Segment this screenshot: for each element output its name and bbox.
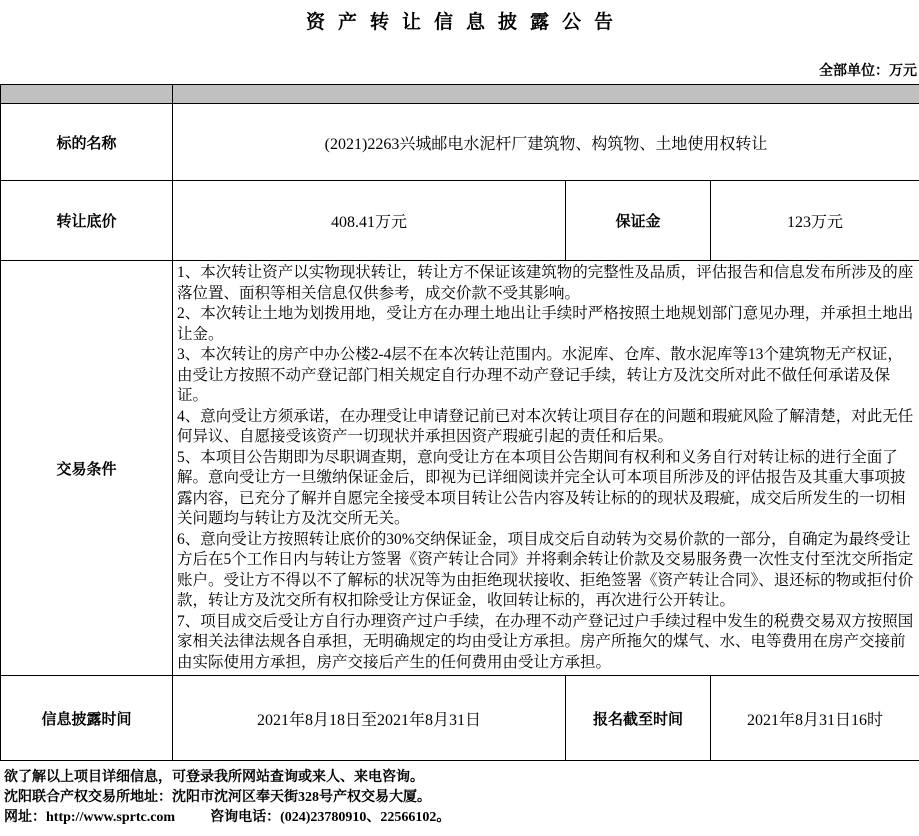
- header-bar-cell-left: [1, 85, 173, 104]
- deposit-value: 123万元: [711, 181, 919, 261]
- disclosure-table: [0, 84, 919, 761]
- table-header-bar: [1, 85, 919, 104]
- footer-contact-note: 欲了解以上项目详细信息，可登录我所网站查询或来人、来电咨询。: [4, 770, 424, 785]
- disclosure-time-label: 信息披露时间: [1, 676, 173, 761]
- registration-deadline-value: 2021年8月31日16时: [711, 676, 919, 761]
- footer-website: 网址：http://www.sprtc.com: [4, 810, 176, 825]
- footer: [0, 768, 919, 828]
- trade-conditions-row: [1, 261, 919, 676]
- subject-name-row: [1, 104, 919, 181]
- header-bar-cell-right: [173, 85, 919, 104]
- condition-item-6: 6、意向受让方按照转让底价的30%交纳保证金，项目成交后自动转为交易价款的一部分，自确定为最终受让方后在5个工作日内与转让方签署《资产转让合同》并将剩余转让价款及交易服务费一次性支付至沈交所指定账户。受让方不得以不了解标的状况等为由拒绝现状接收、拒绝签署《资产转让合同》、退还标的物或拒付价款，转让方及沈交所有权扣除受让方保证金，收回转让标的，再次进行公开转让。: [177, 530, 914, 609]
- trade-conditions-label: 交易条件: [1, 261, 173, 676]
- condition-item-3: 3、本次转让的房产中办公楼2-4层不在本次转让范围内。水泥库、仓库、散水泥库等13个建筑物无产权证，由受让方按照不动产登记部门相关规定自行办理不动产登记手续，转让方及沈交所对此不做任何承诺及保证。: [177, 346, 903, 404]
- condition-item-2: 2、本次转让土地为划拨用地，受让方在办理土地出让手续时严格按照土地规划部门意见办理，并承担土地出让金。: [177, 305, 914, 343]
- subject-name-value: (2021)2263兴城邮电水泥杆厂建筑物、构筑物、土地使用权转让: [173, 104, 919, 181]
- registration-deadline-label: 报名截至时间: [566, 676, 711, 761]
- footer-web-phone-line: [4, 808, 919, 828]
- deposit-label: 保证金: [566, 181, 711, 261]
- unit-note: 全部单位：万元: [819, 64, 917, 79]
- disclosure-time-value: 2021年8月18日至2021年8月31日: [173, 676, 566, 761]
- price-deposit-row: [1, 181, 919, 261]
- condition-item-4: 4、意向受让方须承诺，在办理受让申请登记前已对本次转让项目存在的问题和瑕疵风险了解清楚，对此无任何异议、自愿接受该资产一切现状并承担因资产瑕疵引起的责任和后果。: [177, 407, 914, 445]
- condition-item-5: 5、本项目公告期即为尽职调查期，意向受让方在本项目公告期间有权利和义务自行对转让标的进行全面了解。意向受让方一旦缴纳保证金后，即视为已详细阅读并完全认可本项目所涉及的评估报告及其重大事项披露内容，已充分了解并自愿完全接受本项目转让公告内容及转让标的的现状及瑕疵，成交后所发生的一切相关问题均与转让方及沈交所无关。: [177, 448, 906, 527]
- base-price-label: 转让底价: [1, 181, 173, 261]
- footer-address: 沈阳联合产权交易所地址：沈阳市沈河区奉天街328号产权交易大厦。: [4, 790, 431, 805]
- condition-item-1: 1、本次转让资产以实物现状转让，转让方不保证该建筑物的完整性及品质，评估报告和信息发布所涉及的座落位置、面积等相关信息仅供参考，成交价款不受其影响。: [177, 264, 914, 302]
- page-title: 资产转让信息披露公告: [305, 12, 626, 33]
- footer-phone: 咨询电话：(024)23780910、22566102。: [210, 810, 451, 825]
- time-row: [1, 676, 919, 761]
- condition-item-7: 7、项目成交后受让方自行办理资产过户手续，在办理不动产登记过户手续过程中发生的税费交易双方按照国家相关法律法规各自承担，无明确规定的均由受让方承担。房产所拖欠的煤气、水、电等费用在房产交接前由实际使用方承担，房产交接后产生的任何费用由受让方承担。: [177, 612, 914, 671]
- base-price-value: 408.41万元: [173, 181, 566, 261]
- trade-conditions-text: [173, 261, 919, 676]
- subject-name-label: 标的名称: [1, 104, 173, 181]
